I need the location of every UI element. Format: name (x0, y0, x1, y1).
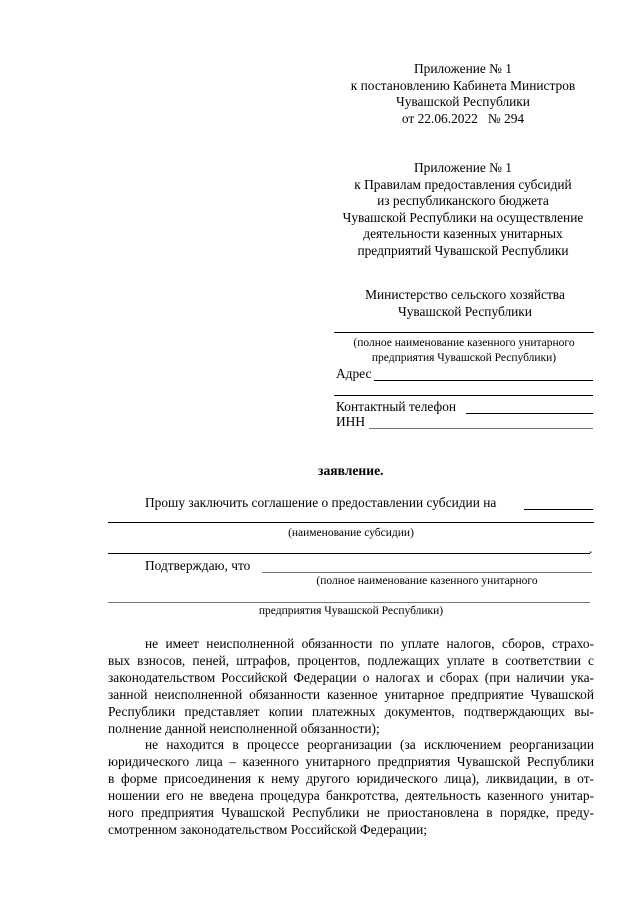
subsidy-name-field[interactable] (108, 522, 594, 523)
appendix-1-decree: к постановлению Кабинета Министров (350, 77, 576, 93)
address-field[interactable] (374, 380, 593, 381)
paragraph-no-reorganization: не находится в процессе реорганизации (за исключением реорганизации юридического лица – казенного унитарного предприятия Чувашской Республики в форме присоединения к нему другого юридического лица), ликвидации, в от- ношении его не введена процедура банкротства, деятельность казенного унитар- ного предприятия Чувашской Республики не приостановлена в порядке, преду- смотренном законодательством Российской Федерации; (108, 737, 594, 837)
applicant-name-line[interactable] (334, 332, 594, 333)
inn-field[interactable] (369, 428, 593, 429)
subsidy-field-start[interactable] (524, 509, 593, 510)
appendix-2-title: Приложение № 1 (413, 160, 513, 175)
enterprise-name-field-2[interactable] (108, 602, 590, 603)
phone-label: Контактный телефон (336, 399, 457, 414)
subsidy-name-field-2[interactable] (108, 553, 590, 554)
appendix-2-line-6: предприятий Чувашской Республики (357, 242, 569, 258)
address-label: Адрес (336, 366, 372, 381)
subsidy-name-hint: (наименование субсидии) (288, 527, 414, 539)
enterprise-name-hint-1: (полное наименование казенного унитарного (316, 575, 538, 587)
addressee-block (336, 287, 594, 320)
period: . (589, 541, 593, 556)
statement-title: заявление. (318, 463, 384, 478)
appendix-2-line-2: к Правилам предоставления субсидий (354, 176, 572, 192)
appendix-2-line-4: Чувашской Республики на осуществление (342, 209, 584, 225)
appendix-1-date-number: от 22.06.2022 № 294 (401, 110, 525, 126)
appendix-2-line-3: из республиканского бюджета (377, 193, 549, 209)
confirm-label: Подтверждаю, что (145, 558, 251, 573)
enterprise-name-hint-2: предприятия Чувашской Республики) (258, 605, 444, 617)
appendix-2-header (330, 160, 596, 260)
applicant-name-hint: (полное наименование казенного унитарного предприятия Чувашской Республики) (353, 337, 575, 364)
address-field-continuation[interactable] (334, 395, 593, 396)
appendix-1-republic: Чувашской Республики (396, 94, 530, 110)
phone-field[interactable] (466, 413, 593, 414)
request-text: Прошу заключить соглашение о предоставлении субсидии на (145, 495, 497, 510)
enterprise-name-field[interactable] (262, 572, 592, 573)
appendix-1-title: Приложение № 1 (413, 61, 513, 76)
inn-label: ИНН (336, 414, 366, 429)
addressee-ministry: Министерство сельского хозяйства (365, 287, 565, 302)
appendix-1-header (330, 61, 596, 127)
appendix-2-line-5: деятельности казенных унитарных (363, 226, 563, 242)
paragraph-no-tax-debt: не имеет неисполненной обязанности по уплате налогов, сборов, страхо- вых взносов, пеней, штрафов, процентов, подлежащих уплате в соответствии с законодательством Российской Федерации о налогах и сборах (при наличии ука- занной неисполненной обязанности казенное унитарное предприятие Чувашской Республики представляет копии платежных документов, подтверждающих вы- полнение данной неисполненной обязанности); (108, 636, 594, 736)
addressee-republic: Чувашской Республики (398, 303, 532, 319)
